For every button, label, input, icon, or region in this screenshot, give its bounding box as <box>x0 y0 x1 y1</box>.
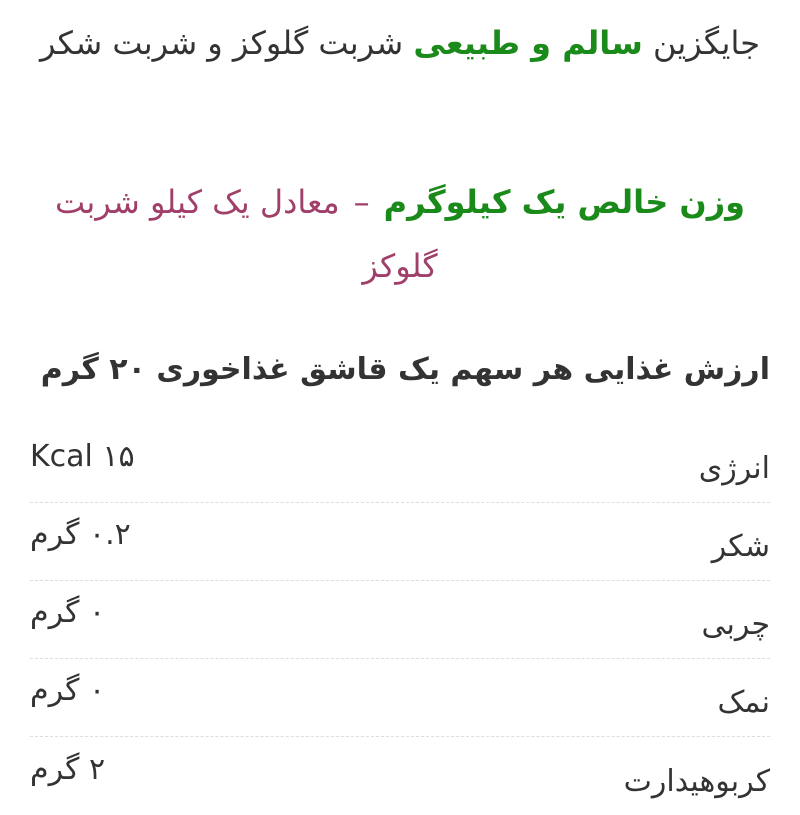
net-weight-highlight: وزن خالص یک کیلوگرم <box>383 183 746 221</box>
intro-suffix: شربت گلوکز و شربت شکر <box>40 24 414 62</box>
nutrition-row-carbohydrate <box>30 737 770 815</box>
nutrition-label: چربی <box>701 607 770 642</box>
nutrition-row-fat <box>30 581 770 659</box>
nutrition-label: نمک <box>717 685 770 720</box>
nutrition-value: ۰ گرم <box>30 595 106 630</box>
net-weight-separator: – <box>353 183 370 221</box>
net-weight-equivalent: معادل یک کیلو شربت گلوکز <box>54 183 438 285</box>
net-weight-text <box>40 170 760 298</box>
nutrition-value: Kcal ۱۵ <box>30 439 135 474</box>
intro-text <box>40 8 760 78</box>
nutrition-value: ۲ گرم <box>30 751 106 787</box>
nutrition-row-sugar <box>30 503 770 581</box>
nutrition-title: ارزش غذایی هر سهم یک قاشق غذاخوری ۲۰ گرم <box>40 352 770 387</box>
nutrition-value: ۰ گرم <box>30 673 106 708</box>
nutrition-row-salt <box>30 659 770 737</box>
nutrition-label: شکر <box>711 529 770 564</box>
nutrition-table <box>30 425 770 815</box>
nutrition-label: کربوهیدارت <box>623 763 770 799</box>
nutrition-value: ۰.۲ گرم <box>30 517 131 552</box>
intro-prefix: جایگزین <box>642 24 760 62</box>
intro-highlight: سالم و طبیعی <box>413 24 643 62</box>
nutrition-label: انرژی <box>698 451 770 486</box>
nutrition-row-energy <box>30 425 770 503</box>
